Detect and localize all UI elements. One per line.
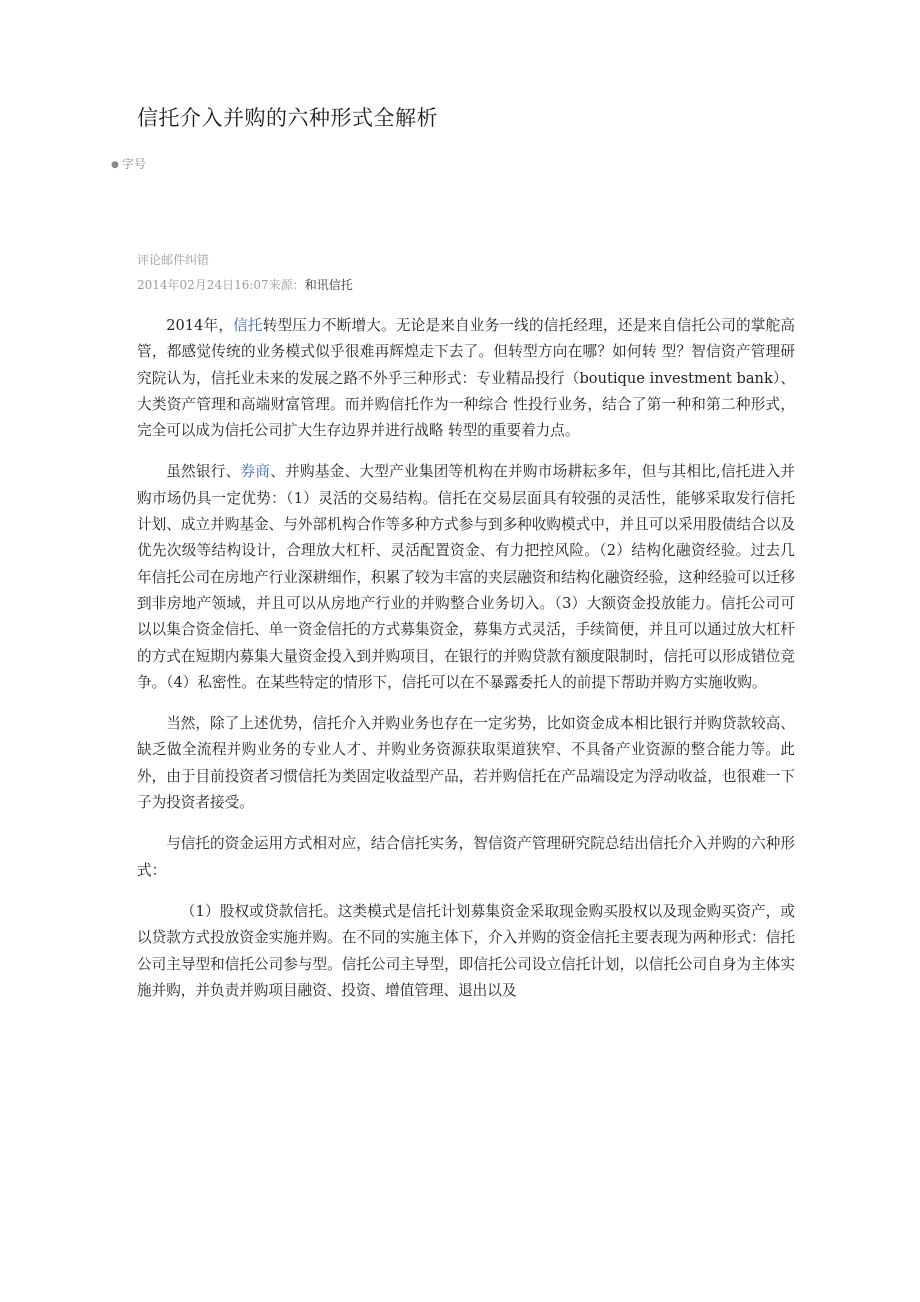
article-title: 信托介入并购的六种形式全解析 [137,106,438,130]
font-size-control[interactable] [111,155,146,172]
article-body [137,313,795,1019]
paragraph-5: （1）股权或贷款信托。这类模式是信托计划募集资金采取现金购买股权以及现金购买资产，或以贷款方式投放资金实施并购。在不同的实施主体下，介入并购的资金信托主要表现为两种形式：信托公司主导型和信托公司参与型。信托公司主导型，即信托公司设立信托计划，以信托公司自身为主体实施并购，并负责并购项目融资、投资、增值管理、退出以及 [137,902,795,999]
article-meta [137,276,353,293]
bullet-icon: ● [111,160,119,170]
source-name[interactable]: 和讯信托 [304,278,353,292]
broker-link[interactable]: 券商 [240,463,271,481]
font-size-label: 字号 [121,157,146,171]
trust-link[interactable]: 信托 [233,317,263,334]
publish-date: 2014年02月24日16:07 [137,278,269,292]
paragraph-2: 虽然银行、券商、并购基金、大型产业集团等机构在并购市场耕耘多年，但与其相比,信托进入并购市场仍具一定优势：（1）灵活的交易结构。信托在交易层面具有较强的灵活性，能够采取发行信托计划、成立并购基金、与外部机构合作等多种方式参与到多种收购模式中，并且可以采用股债结合以及优先次级等结构设计，合理放大杠杆、灵活配置资金、有力把控风险。（2）结构化融资经验。过去几年信托公司在房地产行业深耕细作，积累了较为丰富的夹层融资和结构化融资经验，这种经验可以迁移到非房地产领域，并且可以从房地产行业的并购整合业务切入。（3）大额资金投放能力。信托公司可以以集合资金信托、单一资金信托的方式募集资金，募集方式灵活，手续简便，并且可以通过放大杠杆的方式在短期内募集大量资金投入到并购项目，在银行的并购贷款有额度限制时，信托可以形成错位竞争。（4）私密性。在某些特定的情形下，信托可以在不暴露委托人的前提下帮助并购方实施收购。 [137,463,795,691]
article-tools[interactable]: 评论邮件纠错 [137,253,210,267]
paragraph-3: 当然，除了上述优势，信托介入并购业务也存在一定劣势，比如资金成本相比银行并购贷款较高、缺乏做全流程并购业务的专业人才、并购业务资源获取渠道狭窄、不具备产业资源的整合能力等。此外，由于目前投资者习惯信托为类固定收益型产品，若并购信托在产品端设定为浮动收益，也很难一下子为投资者接受。 [137,715,795,812]
paragraph-4: 与信托的资金运用方式相对应，结合信托实务，智信资产管理研究院总结出信托介入并购的六种形式： [137,835,795,879]
source-label: 来源： [268,278,305,292]
paragraph-1: 2014年，信托转型压力不断增大。无论是来自业务一线的信托经理，还是来自信托公司的掌舵高管，都感觉传统的业务模式似乎很难再辉煌走下去了。但转型方向在哪？如何转 型？智信资产管理研究院认为，信托业未来的发展之路不外乎三种形式：专业精品投行（boutique investment bank）、大类资产管理和高端财富管理。而并购信托作为一种综合 性投行业务，结合了第一种和第二种形式，完全可以成为信托公司扩大生存边界并进行战略 转型的重要着力点。 [137,317,795,440]
